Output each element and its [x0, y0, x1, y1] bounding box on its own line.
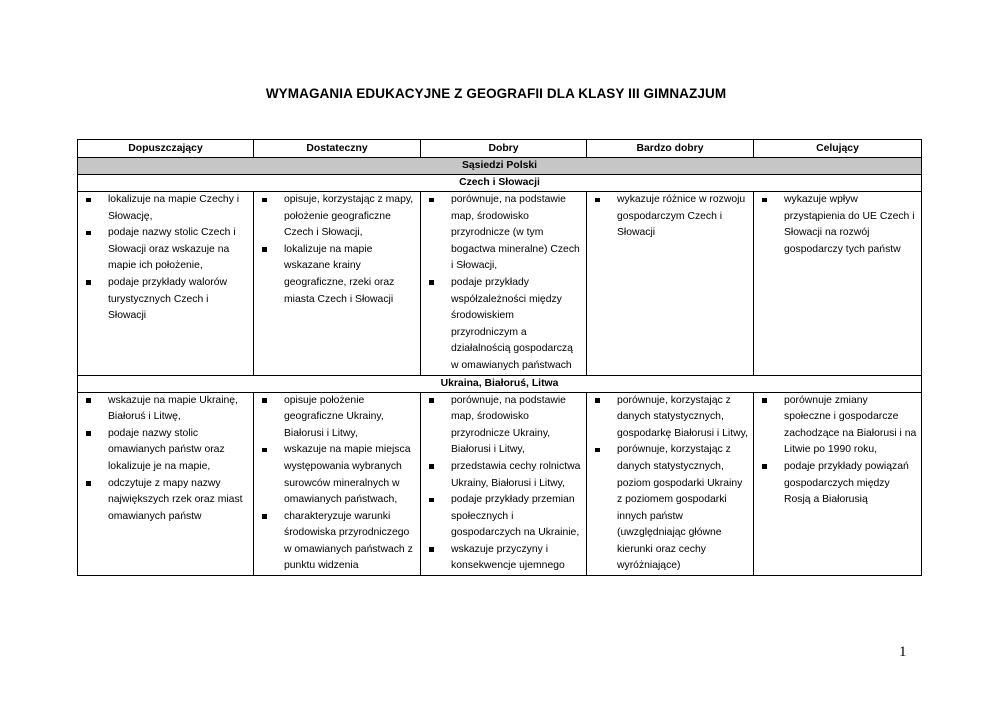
requirement-item: przedstawia cechy rolnictwa Ukrainy, Białorusi i Litwy,	[421, 459, 586, 492]
requirement-list	[421, 393, 586, 576]
requirement-cell	[254, 192, 421, 376]
requirement-item: podaje nazwy stolic omawianych państw oraz lokalizuje je na mapie,	[78, 426, 253, 476]
requirement-item: podaje przykłady przemian społecznych i gospodarczych na Ukrainie,	[421, 492, 586, 542]
requirement-cell	[78, 392, 254, 576]
requirement-item: charakteryzuje warunki środowiska przyrodniczego w omawianych państwach z punktu widzenia	[254, 509, 420, 575]
table-body	[78, 158, 922, 576]
requirement-item: wskazuje przyczyny i konsekwencje ujemnego	[421, 542, 586, 575]
page-number: 1	[899, 644, 907, 660]
requirement-cell	[587, 392, 754, 576]
requirement-item: wskazuje na mapie miejsca występowania wybranych surowców mineralnych w omawianych państwach,	[254, 442, 420, 508]
header-row	[78, 140, 922, 158]
column-header: Dostateczny	[254, 140, 421, 158]
requirement-item: podaje przykłady współzależności między środowiskiem przyrodniczym a działalnością gospodarczą w omawianych państwach	[421, 275, 586, 375]
requirement-item: podaje przykłady powiązań gospodarczych między Rosją a Białorusią	[754, 459, 921, 509]
requirement-item: opisuje, korzystając z mapy, położenie geograficzne Czech i Słowacji,	[254, 192, 420, 242]
requirement-cell	[754, 392, 922, 576]
section-heading: Sąsiedzi Polski	[78, 158, 922, 175]
requirement-item: wykazuje wpływ przystąpienia do UE Czech i Słowacji na rozwój gospodarczy tych państw	[754, 192, 921, 258]
requirement-item: lokalizuje na mapie wskazane krainy geograficzne, rzeki oraz miasta Czech i Słowacji	[254, 242, 420, 308]
requirement-list	[254, 393, 420, 576]
requirement-cell	[421, 392, 587, 576]
requirement-list	[587, 192, 753, 242]
requirement-item: lokalizuje na mapie Czechy i Słowację,	[78, 192, 253, 225]
requirement-item: wykazuje różnice w rozwoju gospodarczym Czech i Słowacji	[587, 192, 753, 242]
requirement-item: podaje nazwy stolic Czech i Słowacji oraz wskazuje na mapie ich położenie,	[78, 225, 253, 275]
requirement-list	[754, 393, 921, 509]
column-header: Bardzo dobry	[587, 140, 754, 158]
column-header: Dopuszczający	[78, 140, 254, 158]
subsection-heading: Ukraina, Białoruś, Litwa	[78, 375, 922, 392]
requirement-list	[78, 393, 253, 526]
requirements-row	[78, 192, 922, 376]
requirement-item: porównuje, na podstawie map, środowisko przyrodnicze Ukrainy, Białorusi i Litwy,	[421, 393, 586, 459]
requirement-cell	[754, 192, 922, 376]
requirement-list	[421, 192, 586, 375]
requirement-cell	[254, 392, 421, 576]
requirements-row	[78, 392, 922, 576]
requirement-item: porównuje, korzystając z danych statystycznych, poziom gospodarki Ukrainy z poziomem gospodarki innych państw (uwzględniając główne kierunki oraz cechy wyróżniające)	[587, 442, 753, 575]
document-title: WYMAGANIA EDUKACYJNE Z GEOGRAFII DLA KLASY III GIMNAZJUM	[265, 86, 727, 101]
subsection-heading: Czech i Słowacji	[78, 175, 922, 192]
requirement-item: wskazuje na mapie Ukrainę, Białoruś i Litwę,	[78, 393, 253, 426]
subsection-row	[78, 175, 922, 192]
requirement-cell	[587, 192, 754, 376]
subsection-row	[78, 375, 922, 392]
requirement-cell	[78, 192, 254, 376]
requirement-item: odczytuje z mapy nazwy największych rzek oraz miast omawianych państw	[78, 476, 253, 526]
requirement-cell	[421, 192, 587, 376]
requirement-list	[587, 393, 753, 576]
section-row	[78, 158, 922, 175]
requirement-list	[254, 192, 420, 308]
requirement-item: porównuje, korzystając z danych statystycznych, gospodarkę Białorusi i Litwy,	[587, 393, 753, 443]
requirement-item: porównuje, na podstawie map, środowisko przyrodnicze (w tym bogactwa mineralne) Czech i Słowacji,	[421, 192, 586, 275]
requirement-item: porównuje zmiany społeczne i gospodarcze zachodzące na Białorusi i na Litwie po 1990 roku,	[754, 393, 921, 459]
requirement-item: podaje przykłady walorów turystycznych Czech i Słowacji	[78, 275, 253, 325]
requirement-item: opisuje położenie geograficzne Ukrainy, Białorusi i Litwy,	[254, 393, 420, 443]
requirement-list	[78, 192, 253, 325]
column-header: Dobry	[421, 140, 587, 158]
requirements-table	[77, 139, 922, 576]
column-header: Celujący	[754, 140, 922, 158]
requirement-list	[754, 192, 921, 258]
